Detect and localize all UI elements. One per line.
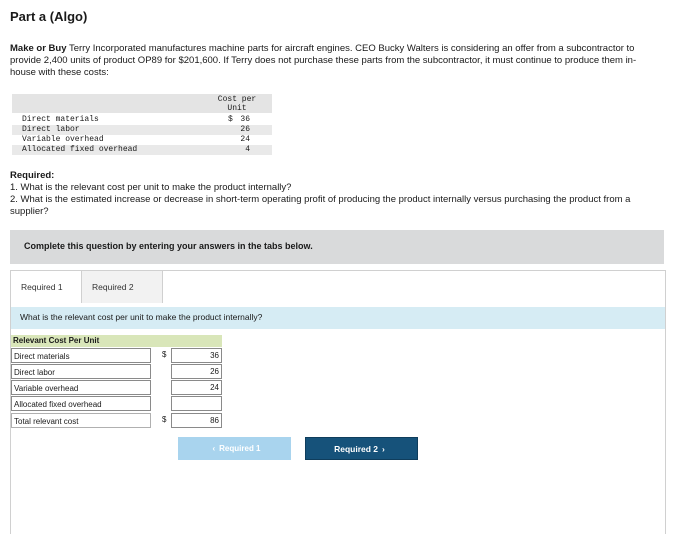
- cost-table: [12, 94, 272, 156]
- prev-button-label: Required 1: [219, 444, 261, 453]
- intro-text: Terry Incorporated manufactures machine parts for aircraft engines. CEO Bucky Walters is considering an offer from a subcontractor to provide 2,400 units of product OP89 for $201,600. If Terry does not purchase these parts from the subcontractor, it must continue to produce them in-house with these costs:: [10, 43, 637, 78]
- cost-row-allocated-fixed-overhead: [12, 145, 272, 155]
- answer-row-allocated-fixed-overhead: [11, 396, 222, 412]
- question-text: What is the relevant cost per unit to make the product internally?: [20, 312, 263, 322]
- cost-table-header: [214, 95, 260, 113]
- answer-row-label: Total relevant cost: [11, 413, 151, 428]
- answer-input-direct-labor[interactable]: 26: [171, 364, 222, 379]
- required-section: [10, 170, 660, 218]
- answer-table-header: [11, 335, 222, 347]
- answer-row-currency: $: [162, 415, 167, 424]
- tabs-panel: [10, 270, 666, 534]
- instruction-text: Complete this question by entering your answers in the tabs below.: [24, 241, 313, 251]
- cost-header-line2: Unit: [227, 104, 247, 113]
- cost-row-label: Variable overhead: [22, 135, 104, 144]
- chevron-right-icon: ›: [382, 444, 385, 454]
- answer-input-total[interactable]: 86: [171, 413, 222, 428]
- cost-row-value: 26: [240, 125, 250, 134]
- answer-row-variable-overhead: [11, 380, 222, 396]
- tab-required-2[interactable]: Required 2: [81, 271, 163, 303]
- intro-bold-lead: Make or Buy: [10, 43, 67, 54]
- answer-row-direct-materials: [11, 348, 222, 364]
- cost-row-label: Direct materials: [22, 115, 99, 124]
- cost-row-direct-labor: [12, 125, 272, 135]
- answer-row-total: [11, 413, 222, 429]
- problem-intro: [10, 43, 650, 79]
- cost-row-label: Allocated fixed overhead: [22, 145, 138, 154]
- tab-required-1[interactable]: Required 1: [11, 271, 82, 303]
- answer-input-allocated-fixed-overhead[interactable]: [171, 396, 222, 411]
- cost-row-value: 36: [240, 115, 250, 124]
- answer-header-label: Relevant Cost Per Unit: [13, 336, 100, 345]
- cost-row-currency: $: [228, 115, 233, 124]
- next-button-label: Required 2: [334, 444, 379, 454]
- answer-row-label: Direct labor: [11, 364, 151, 379]
- answer-input-direct-materials[interactable]: 36: [171, 348, 222, 363]
- cost-row-value: 24: [240, 135, 250, 144]
- cost-row-direct-materials: [12, 115, 272, 125]
- answer-row-label: Variable overhead: [11, 380, 151, 395]
- prev-button[interactable]: [178, 437, 291, 460]
- cost-header-line1: Cost per: [217, 95, 257, 104]
- required-question-1: 1. What is the relevant cost per unit to make the product internally?: [10, 182, 292, 193]
- cost-row-variable-overhead: [12, 135, 272, 145]
- cost-row-label: Direct labor: [22, 125, 80, 134]
- answer-input-variable-overhead[interactable]: 24: [171, 380, 222, 395]
- question-bar: [11, 307, 665, 329]
- answer-row-currency: $: [162, 350, 167, 359]
- answer-row-label: Direct materials: [11, 348, 151, 363]
- next-button[interactable]: [305, 437, 418, 460]
- answer-row-direct-labor: [11, 364, 222, 380]
- page-title: Part a (Algo): [10, 9, 88, 24]
- cost-row-value: 4: [245, 145, 250, 154]
- answer-row-label: Allocated fixed overhead: [11, 396, 151, 411]
- chevron-left-icon: ‹: [212, 444, 216, 453]
- instruction-bar: [10, 230, 664, 264]
- required-title: Required:: [10, 170, 55, 181]
- required-question-2: 2. What is the estimated increase or decrease in short-term operating profit of producing the product internally versus purchasing the product from a supplier?: [10, 194, 631, 217]
